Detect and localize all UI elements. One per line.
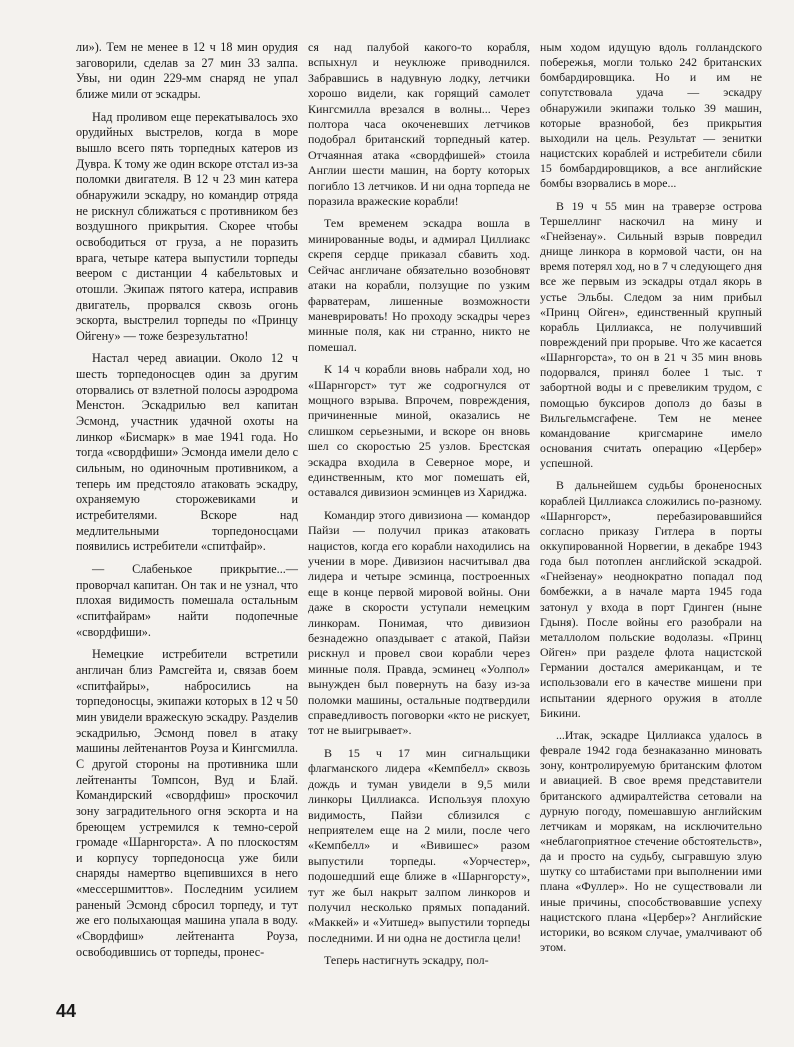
- paragraph: ся над палубой какого-то корабля, вспыхнул и неуклюже приводнился. Забравшись в надувную лодку, летчики хорошо видели, как горящий самолет Кингсмилла врезался в волны... Через полтора часа окоченевших летчиков подобрал британский торпедный катер. Отчаянная атака «свордфишей» стоила Англии шести машин, на борту которых погибло 13 летчиков. И ни одна торпеда не поразила вражеские корабли!: [308, 40, 530, 209]
- paragraph: Над проливом еще перекатывалось эхо орудийных выстрелов, когда в море вышло всего пять торпедных катеров из Дувра. К тому же один вскоре отстал из-за поломки двигателя. В 12 ч 23 мин катера обнаружили эскадру, но командир отряда не рискнул сближаться с противником без воздушного прикрытия. Скорее чтобы освободиться от груза, а не поразить врага, четыре катера выпустили торпеды веером с дистанции 4 кабельтовых и отошли. Экипаж пятого катера, исправив двигатель, прорвался сквозь огонь эскорта, выстрелил торпеды по «Принцу Ойгену» — тоже безрезультатно!: [76, 109, 298, 343]
- article-column-2: [308, 40, 530, 976]
- paragraph: Командир этого дивизиона — командор Пайзи — получил приказ атаковать нацистов, когда его корабли находились на учении в море. Дивизион насчитывал два лидера и четыре эсминца, построенных еще в конце первой мировой войны. Они даже в скорости уступали немецким линкорам. Понимая, что дивизион безнадежно опаздывает с атакой, Пайзи рискнул и провел свои корабли через минные поля. Правда, эсминец «Уолпол» вынужден был повернуть на базу из-за поломки машины, остальные подтвердили справедливость поговорки «кто не рискует, тот не выигрывает».: [308, 507, 530, 738]
- paragraph: К 14 ч корабли вновь набрали ход, но «Шарнгорст» тут же содрогнулся от мощного взрыва. Впрочем, повреждения, причиненные миной, оказались не слишком серьезными, и вскоре он вновь шел со скоростью 25 узлов. Брестская эскадра входила в Северное море, и единственным, кто мог помешать ей, оставался дивизион эсминцев из Хариджа.: [308, 362, 530, 500]
- paragraph: Немецкие истребители встретили англичан близ Рамсгейта и, связав боем «спитфайры», набросились на торпедоносцы, экипажи которых в 12 ч 50 мин увидели вражескую эскадру. Разделив эскадрилью, Эсмонд повел в атаку машины лейтенантов Роуза и Кингсмилла. С другой стороны на противника шли лейтенанты Томпсон, Вуд и Блай. Командирский «свордфиш» проскочил зону заградительного огня эскорта и на бреющем устремился к темно-серой громаде «Шарнгорста». А по плоскостям и корпусу торпедоносца уже били снаряды намертво вцепившихся в него «мессершмиттов». Последним усилием раненый Эсмонд сбросил торпеду, и тут же его полыхающая машина упала в воду. «Свордфиш» лейтенанта Роуза, освободившись от торпеды, пронес-: [76, 647, 298, 959]
- article-column-3: [540, 40, 762, 962]
- page-number: 44: [56, 1001, 77, 1021]
- paragraph: В 15 ч 17 мин сигнальщики флагманского лидера «Кемпбелл» сквозь дождь и туман увидели в 9,5 мили линкоры Циллиакса. Используя плохую видимость, Пайзи сблизился с неприятелем еще на 2 мили, после чего «Кемпбелл» и «Вивишес» разом выпустили торпеды. «Уорчестер», подошедший еще ближе в «Шарнгорсту», тут же был накрыт залпом линкоров и получил несколько прямых попаданий. «Маккей» и «Уитшед» выпустили торпеды последними. И ни одна не достигла цели!: [308, 745, 530, 945]
- paragraph: В дальнейшем судьбы броненосных кораблей Циллиакса сложились по-разному. «Шарнгорст», перебазировавшийся согласно приказу Гитлера в порты оккупированной Норвегии, в декабре 1943 года был потоплен английской эскадрой. «Гнейзенау» неоднократно попадал под бомбежки, а в начале марта 1945 года затонул у входа в порт Гдинген (ныне Гдыня). После войны его разобрали на металлолом польские водолазы. «Принц Ойген» при разделе флота нацистской Германии достался американцам, и те использовали его в качестве мишени при испытании ядерного оружия в атолле Бикини.: [540, 478, 762, 720]
- article-column-1: [76, 40, 298, 967]
- paragraph: Теперь настигнуть эскадру, пол-: [324, 953, 489, 968]
- paragraph: Настал черед авиации. Около 12 ч шесть торпедоносцев один за другим оторвались от взлетной полосы аэродрома Менстон. Эскадрилью вел капитан Эсмонд, участник удачной охоты на линкор «Бисмарк» в мае 1941 года. Но тогда «свордфиши» Эсмонда имели дело с сильным, но одиночным противником, а теперь им предстояло атаковать эскадру, охраняемую сторожевиками и истребителями. Вскоре над медлительными торпедоносцами появились истребители «спитфайр».: [76, 351, 298, 554]
- paragraph: ...Итак, эскадре Циллиакса удалось в феврале 1942 года безнаказанно миновать зону, контролируемую британским флотом и авиацией. В свое время представители британского адмиралтейства сетовали на дурную погоду, помешавшую английским летчикам и морякам, на исключительно «неблагоприятное стечение обстоятельств», да и просто на судьбу, сыгравшую злую шутку со штабистами при выполнении ими плана «Фуллер». Но не существовали ли иные причины, способствовавшие успеху нацистского плана «Цербер»? Английские историки, во всяком случае, умалчивают об этом.: [540, 727, 762, 955]
- paragraph: ли»). Тем не менее в 12 ч 18 мин орудия заговорили, сделав за 27 мин 33 залпа. Увы, ни один 229-мм снаряд не упал ближе мили от эскадры.: [76, 40, 298, 101]
- paragraph: В 19 ч 55 мин на траверзе острова Тершеллинг наскочил на мину и «Гнейзенау». Сильный взрыв повредил днище линкора в кормовой части, он на время потерял ход, но в 7 ч следующего дня все же первым из эскадры отдал якорь в устье Эльбы. Следом за ним прибыл «Принц Ойген», единственный крупный корабль Циллиакса, не получивший повреждений при прорыве. Что же касается «Шарнгорста», то он в 21 ч 35 мин вновь подорвался, принял более 1 тыс. т забортной воды и с превеликим трудом, с помощью буксиров дополз до базы в Вильгельмсгафене. Тем не менее командование кригсмарине имело основания считать операцию «Цербер» успешной.: [540, 198, 762, 471]
- paragraph: — Слабенькое прикрытие...— проворчал капитан. Он так и не узнал, что плохая видимость помешала остальным «спитфайрам» найти подопечные «свордфиши».: [76, 562, 298, 639]
- paragraph: ным ходом идущую вдоль голландского побережья, могли только 242 британских бомбардировщика. Но и им не сопутствовала удача — эскадру обнаружили экипажи только 39 машин, которые вразнобой, без прикрытия выходили на цель. Результат — зенитки нацистских кораблей и истребители сбили 15 бомбардировщиков, а все английские бомбы взорвались в море...: [540, 40, 762, 191]
- paragraph: Тем временем эскадра вошла в минированные воды, и адмирал Циллиакс скрепя сердце приказал сбавить ход. Сейчас англичане обязательно возобновят атаки на корабли, ползущие по узким фарватерам, лишенные возможности маневрировать! Но проходу эскадры через минные поля, как ни странно, никто не помешал.: [308, 216, 530, 354]
